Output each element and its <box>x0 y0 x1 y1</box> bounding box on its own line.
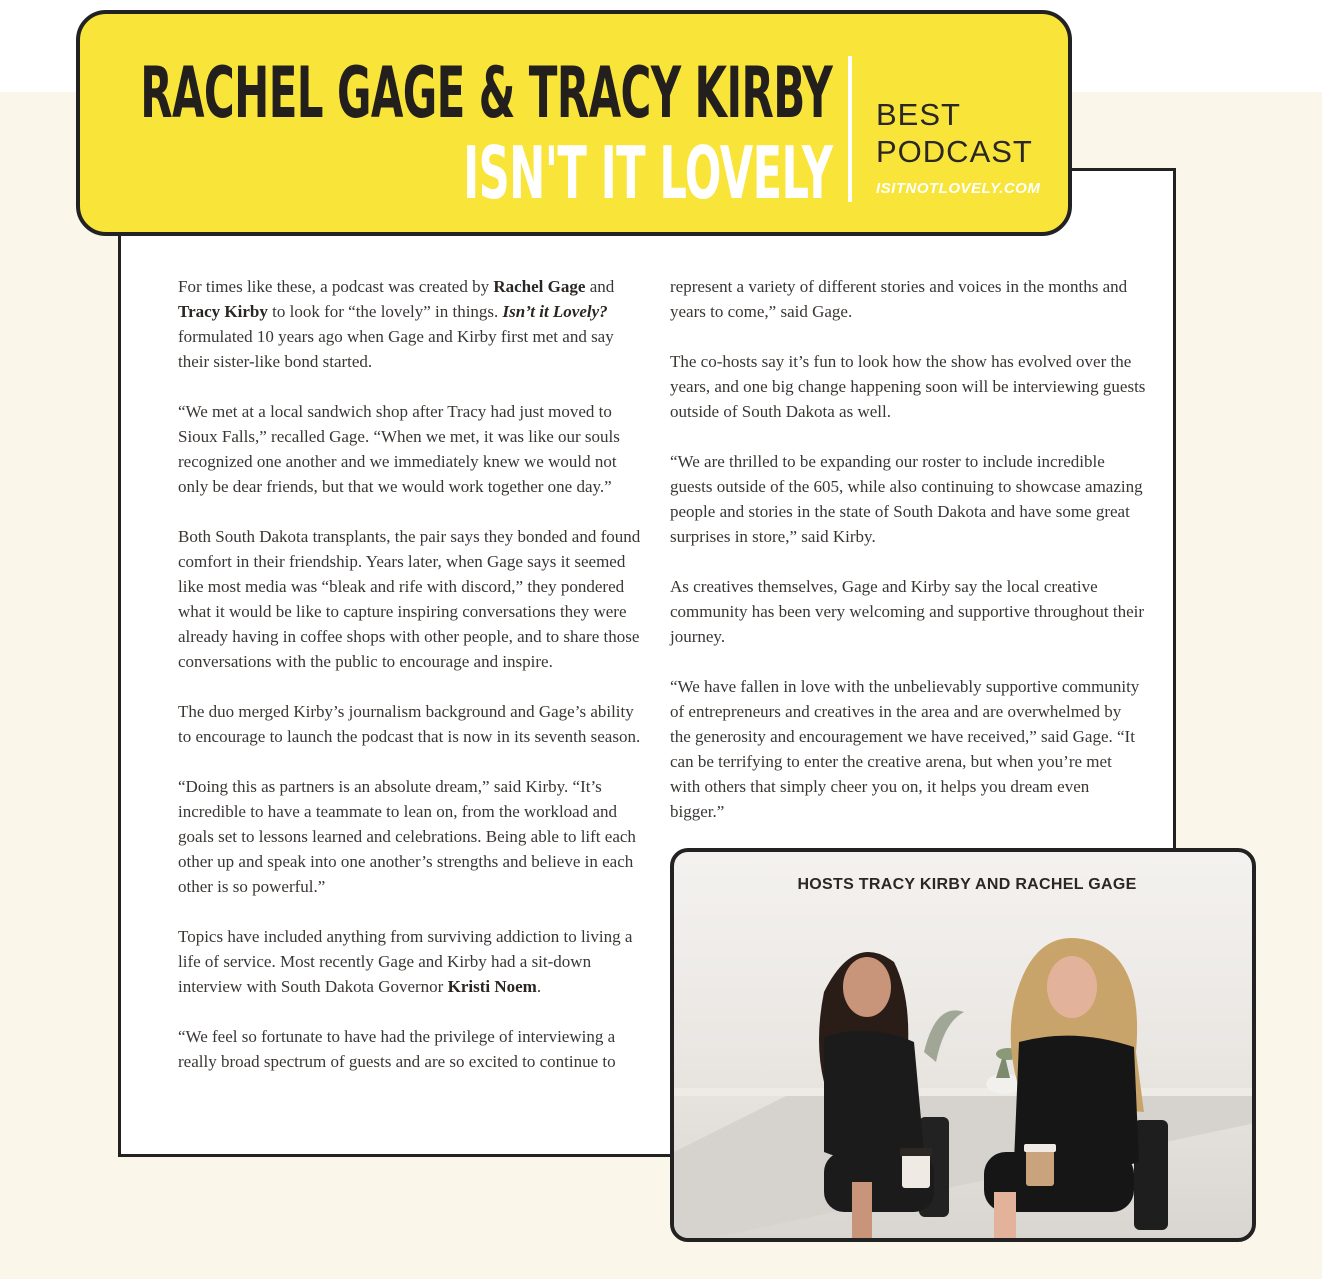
title-banner <box>76 10 1072 236</box>
photo-caption: HOSTS TRACY KIRBY AND RACHEL GAGE <box>797 876 1137 893</box>
p1-text-1: For times like these, a podcast was created by <box>178 277 494 296</box>
paragraph-2: “We met at a local sandwich shop after Tracy had just moved to Sioux Falls,” recalled Gage. “When we met, it was like our souls recognized one another and we immediately knew we would not only be dear friends, but that we would work together one day.” <box>178 402 620 496</box>
paragraph-7: “We feel so fortunate to have had the privilege of interviewing a really broad spectrum of guests and are so excited to continue to <box>178 1027 616 1071</box>
p6-text-2: . <box>536 977 542 996</box>
article-column-right <box>670 274 1146 849</box>
award-line-podcast: PODCAST <box>876 134 1033 169</box>
p1-text-3: to look for “the lovely” in things. <box>267 302 503 321</box>
hosts-photo-illustration <box>674 852 1256 1242</box>
host-names-wrap <box>118 52 832 134</box>
paragraph-1 <box>178 274 648 374</box>
paragraph-9: The co-hosts say it’s fun to look how the show has evolved over the years, and one big change happening soon will be interviewing guests outside of South Dakota as well. <box>670 352 1146 421</box>
name-tracy-kirby: Tracy Kirby <box>178 302 268 321</box>
host-names: RACHEL GAGE & TRACY KIRBY <box>140 52 832 134</box>
p1-text-2: and <box>585 277 615 296</box>
show-title-wrap <box>118 132 832 214</box>
article-column-left <box>178 274 648 1099</box>
p1-text-4: formulated 10 years ago when Gage and Kirby first met and say their sister-like bond started. <box>178 327 614 371</box>
award-line-best: BEST <box>876 97 961 132</box>
hosts-photo <box>670 848 1256 1242</box>
paragraph-12: “We have fallen in love with the unbelievably supportive community of entrepreneurs and creatives in the area and are overwhelmed by the generosity and encouragement we have received,” said Gage. “It can be terrifying to enter the creative arena, but when you’re met with others that simply cheer you on, it helps you dream even bigger.” <box>670 677 1140 821</box>
website-link[interactable]: ISITNOTLOVELY.COM <box>876 180 1041 197</box>
award-category <box>876 96 1033 170</box>
p6-text-1: Topics have included anything from surviving addiction to living a life of service. Most recently Gage and Kirby had a sit-down interview with South Dakota Governor <box>178 927 633 996</box>
name-kristi-noem: Kristi Noem <box>447 977 537 996</box>
name-rachel-gage: Rachel Gage <box>493 277 586 296</box>
paragraph-3: Both South Dakota transplants, the pair says they bonded and found comfort in their friendship. Years later, when Gage says it seemed like most media was “bleak and rife with discord,” they pondered what it would be like to capture inspiring conversations they were already having in coffee shops with other people, and to share those conversations with the public to encourage and inspire. <box>178 527 641 671</box>
paragraph-11: As creatives themselves, Gage and Kirby say the local creative community has been very welcoming and supportive throughout their journey. <box>670 577 1145 646</box>
podcast-name: Isn’t it Lovely? <box>502 302 608 321</box>
paragraph-6 <box>178 924 648 999</box>
paragraph-5: “Doing this as partners is an absolute dream,” said Kirby. “It’s incredible to have a teammate to lean on, from the workload and goals set to lessons learned and celebrations. Being able to lift each other up and speak into one another’s strengths and believe in each other is so powerful.” <box>178 777 636 896</box>
show-title: ISN'T IT LOVELY <box>462 131 832 215</box>
paragraph-8: represent a variety of different stories and voices in the months and years to come,” said Gage. <box>670 277 1128 321</box>
banner-divider <box>848 56 852 202</box>
paragraph-4: The duo merged Kirby’s journalism background and Gage’s ability to encourage to launch the podcast that is now in its seventh season. <box>178 702 641 746</box>
paragraph-10: “We are thrilled to be expanding our roster to include incredible guests outside of the 605, while also continuing to showcase amazing people and stories in the state of South Dakota and have some great surprises in store,” said Kirby. <box>670 452 1143 546</box>
